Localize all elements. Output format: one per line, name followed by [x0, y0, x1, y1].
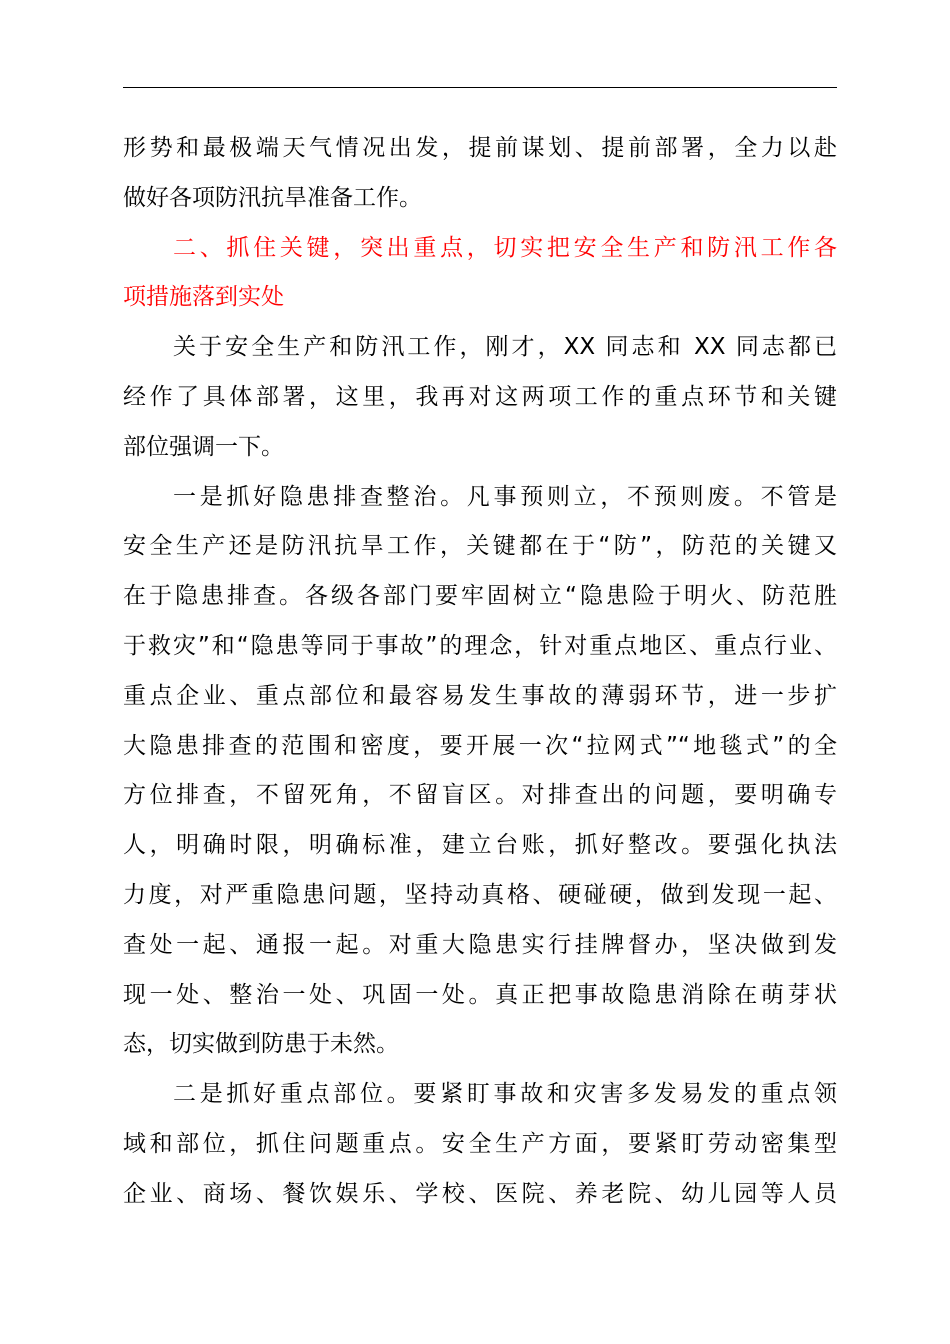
body-text-line: 域和部位，抓住问题重点。安全生产方面，要紧盯劳动密集型 [123, 1130, 837, 1157]
body-text-line: 安全生产还是防汛抗旱工作，关键都在于“防”，防范的关键又 [123, 533, 837, 560]
body-text-line: 形势和最极端天气情况出发，提前谋划、提前部署，全力以赴 [123, 135, 837, 161]
section-heading-line: 二、抓住关键，突出重点，切实把安全生产和防汛工作各 [173, 234, 837, 261]
body-text-line: 企业、商场、餐饮娱乐、学校、医院、养老院、幼儿园等人员 [123, 1180, 837, 1207]
document-body [123, 124, 837, 1220]
body-text-line: 经作了具体部署，这里，我再对这两项工作的重点环节和关键 [123, 383, 837, 410]
body-text-line: 一是抓好隐患排查整治。凡事预则立，不预则废。不管是 [173, 483, 837, 510]
body-text-line: 于救灾”和“隐患等同于事故”的理念，针对重点地区、重点行业、 [123, 632, 837, 659]
body-text-line: 在于隐患排查。各级各部门要牢固树立“隐患险于明火、防范胜 [123, 583, 837, 610]
body-text-line: 部位强调一下。 [123, 433, 284, 460]
body-text-line: 方位排查，不留死角，不留盲区。对排查出的问题，要明确专 [123, 782, 837, 809]
section-heading-line: 项措施落到实处 [123, 284, 284, 311]
header-rule [123, 87, 837, 88]
body-text-line: 做好各项防汛抗旱准备工作。 [123, 184, 422, 211]
body-text-line: 关于安全生产和防汛工作，刚才，XX 同志和 XX 同志都已 [173, 334, 837, 361]
body-text-line: 大隐患排查的范围和密度，要开展一次“拉网式”“地毯式”的全 [123, 732, 837, 759]
body-text-line: 二是抓好重点部位。要紧盯事故和灾害多发易发的重点领 [173, 1081, 837, 1108]
body-text-line: 现一处、整治一处、巩固一处。真正把事故隐患消除在萌芽状 [123, 981, 837, 1008]
body-text-line: 人，明确时限，明确标准，建立台账，抓好整改。要强化执法 [123, 832, 837, 859]
body-text-line: 力度，对严重隐患问题，坚持动真格、硬碰硬，做到发现一起、 [123, 881, 837, 908]
body-text-line: 重点企业、重点部位和最容易发生事故的薄弱环节，进一步扩 [123, 682, 837, 709]
body-text-line: 态，切实做到防患于未然。 [123, 1031, 399, 1058]
body-text-line: 查处一起、通报一起。对重大隐患实行挂牌督办，坚决做到发 [123, 931, 837, 958]
